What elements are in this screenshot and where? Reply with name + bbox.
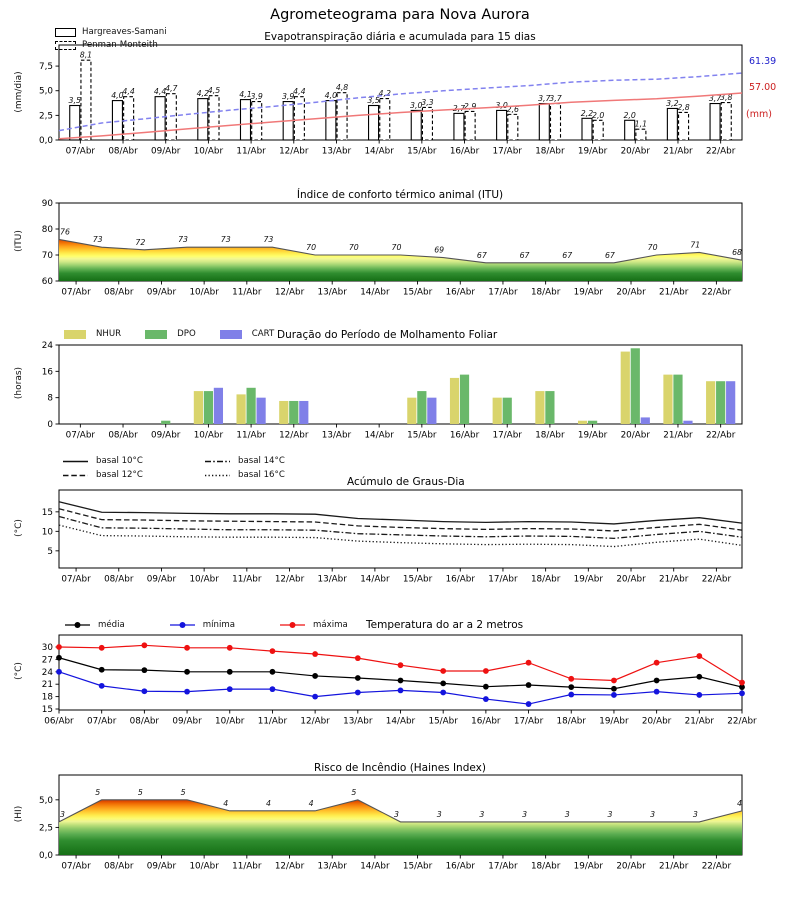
svg-text:15: 15 bbox=[41, 507, 53, 518]
svg-text:07/Abr: 07/Abr bbox=[65, 430, 96, 441]
svg-text:15/Abr: 15/Abr bbox=[402, 861, 433, 872]
svg-text:73: 73 bbox=[92, 235, 103, 245]
basal-14-label: basal 14°C bbox=[238, 456, 285, 466]
temperature-title: Temperatura do ar a 2 metros bbox=[366, 619, 524, 631]
svg-text:2,6: 2,6 bbox=[506, 104, 520, 114]
svg-text:15/Abr: 15/Abr bbox=[402, 574, 433, 585]
svg-text:11/Abr: 11/Abr bbox=[232, 574, 262, 585]
svg-text:21/Abr: 21/Abr bbox=[659, 574, 689, 585]
svg-text:4,4: 4,4 bbox=[293, 87, 306, 97]
svg-text:17/Abr: 17/Abr bbox=[488, 574, 518, 585]
svg-text:73: 73 bbox=[263, 235, 274, 245]
evapotranspiration-ylabel: (mm/dia) bbox=[14, 71, 24, 113]
svg-text:4: 4 bbox=[265, 798, 271, 808]
penman-label: Penman-Monteith bbox=[82, 40, 158, 50]
svg-text:24: 24 bbox=[41, 341, 53, 351]
svg-text:70: 70 bbox=[348, 243, 359, 252]
svg-text:2,8: 2,8 bbox=[677, 102, 690, 112]
svg-text:5,0: 5,0 bbox=[39, 795, 53, 806]
svg-text:22/Abr: 22/Abr bbox=[727, 716, 757, 727]
svg-text:22/Abr: 22/Abr bbox=[701, 287, 732, 298]
svg-text:3,7: 3,7 bbox=[549, 94, 562, 104]
minima-label: mínima bbox=[202, 620, 236, 630]
svg-text:13/Abr: 13/Abr bbox=[321, 146, 352, 157]
svg-text:18/Abr: 18/Abr bbox=[530, 574, 561, 585]
svg-text:3: 3 bbox=[522, 809, 528, 819]
svg-text:19/Abr: 19/Abr bbox=[573, 861, 604, 872]
svg-text:10: 10 bbox=[41, 527, 53, 538]
page-title: Agrometeograma para Nova Aurora bbox=[270, 7, 530, 23]
svg-text:3,0: 3,0 bbox=[410, 100, 423, 110]
svg-text:09/Abr: 09/Abr bbox=[151, 430, 181, 441]
svg-text:4,1: 4,1 bbox=[239, 90, 252, 100]
svg-text:5,0: 5,0 bbox=[39, 86, 53, 97]
svg-text:4,0: 4,0 bbox=[111, 91, 124, 101]
svg-text:07/Abr: 07/Abr bbox=[61, 574, 91, 585]
hargreaves-label: Hargreaves-Samani bbox=[82, 27, 167, 37]
svg-text:08/Abr: 08/Abr bbox=[104, 574, 134, 585]
svg-text:07/Abr: 07/Abr bbox=[61, 861, 91, 872]
svg-text:15/Abr: 15/Abr bbox=[428, 716, 458, 727]
svg-text:17/Abr: 17/Abr bbox=[513, 716, 544, 727]
svg-text:2,0: 2,0 bbox=[591, 110, 605, 120]
svg-text:11/Abr: 11/Abr bbox=[236, 146, 266, 157]
svg-text:13/Abr: 13/Abr bbox=[317, 287, 347, 298]
svg-text:21/Abr: 21/Abr bbox=[684, 716, 715, 727]
svg-text:18/Abr: 18/Abr bbox=[535, 430, 565, 441]
svg-text:70: 70 bbox=[391, 243, 402, 252]
svg-text:1,1: 1,1 bbox=[634, 119, 648, 129]
svg-text:3: 3 bbox=[394, 809, 399, 819]
hargreaves-cumulative-total: 57.00 bbox=[749, 82, 777, 93]
svg-text:13/Abr: 13/Abr bbox=[321, 430, 352, 441]
svg-text:06/Abr: 06/Abr bbox=[44, 716, 74, 727]
svg-text:67: 67 bbox=[519, 250, 530, 260]
fire-risk-area bbox=[59, 788, 742, 855]
svg-text:3,2: 3,2 bbox=[666, 98, 679, 108]
svg-text:16/Abr: 16/Abr bbox=[445, 574, 475, 585]
svg-text:11/Abr: 11/Abr bbox=[236, 430, 266, 441]
svg-text:5: 5 bbox=[180, 787, 186, 797]
svg-text:3,5: 3,5 bbox=[367, 96, 380, 106]
svg-text:20/Abr: 20/Abr bbox=[616, 287, 646, 298]
svg-text:4,7: 4,7 bbox=[165, 84, 178, 94]
svg-text:3: 3 bbox=[650, 809, 656, 819]
svg-text:4,2: 4,2 bbox=[196, 89, 210, 99]
svg-text:11/Abr: 11/Abr bbox=[232, 861, 262, 872]
svg-text:07/Abr: 07/Abr bbox=[86, 716, 117, 727]
svg-text:12/Abr: 12/Abr bbox=[274, 861, 305, 872]
svg-text:10/Abr: 10/Abr bbox=[215, 716, 245, 727]
svg-text:15: 15 bbox=[41, 705, 53, 716]
svg-text:17/Abr: 17/Abr bbox=[492, 430, 522, 441]
svg-text:21/Abr: 21/Abr bbox=[663, 430, 693, 441]
svg-text:20/Abr: 20/Abr bbox=[620, 430, 650, 441]
svg-text:21/Abr: 21/Abr bbox=[659, 287, 689, 298]
svg-text:4: 4 bbox=[223, 798, 229, 808]
cart-label: CART bbox=[251, 329, 275, 339]
svg-text:22/Abr: 22/Abr bbox=[705, 430, 736, 441]
svg-text:11/Abr: 11/Abr bbox=[232, 287, 262, 298]
svg-text:16: 16 bbox=[41, 367, 53, 378]
temperature-ylabel: (°C) bbox=[14, 662, 24, 680]
svg-text:09/Abr: 09/Abr bbox=[172, 716, 202, 727]
svg-text:18/Abr: 18/Abr bbox=[556, 716, 586, 727]
svg-text:17/Abr: 17/Abr bbox=[488, 287, 518, 298]
svg-text:20/Abr: 20/Abr bbox=[616, 574, 646, 585]
svg-text:2,5: 2,5 bbox=[39, 111, 53, 122]
evapotranspiration-title: Evapotranspiração diária e acumulada para 15 dias bbox=[264, 31, 536, 43]
svg-text:67: 67 bbox=[562, 250, 573, 260]
svg-text:8,1: 8,1 bbox=[79, 50, 93, 60]
itu-area bbox=[59, 227, 742, 281]
svg-text:0,0: 0,0 bbox=[39, 851, 53, 861]
svg-text:73: 73 bbox=[178, 235, 189, 245]
svg-text:73: 73 bbox=[220, 235, 231, 245]
svg-text:14/Abr: 14/Abr bbox=[360, 287, 390, 298]
svg-text:20/Abr: 20/Abr bbox=[620, 146, 650, 157]
svg-text:10/Abr: 10/Abr bbox=[189, 287, 219, 298]
svg-text:3,3: 3,3 bbox=[421, 97, 434, 107]
leaf-wetness-title: Duração do Período de Molhamento Foliar bbox=[277, 329, 498, 341]
svg-text:5: 5 bbox=[47, 546, 53, 557]
svg-text:18: 18 bbox=[41, 692, 53, 703]
svg-text:21/Abr: 21/Abr bbox=[663, 146, 693, 157]
svg-text:30: 30 bbox=[41, 642, 53, 653]
svg-text:15/Abr: 15/Abr bbox=[402, 287, 433, 298]
svg-text:08/Abr: 08/Abr bbox=[104, 287, 134, 298]
svg-text:80: 80 bbox=[41, 225, 53, 235]
svg-text:4,4: 4,4 bbox=[122, 87, 135, 97]
svg-text:27: 27 bbox=[41, 655, 53, 666]
svg-text:3,7: 3,7 bbox=[538, 94, 551, 104]
svg-text:07/Abr: 07/Abr bbox=[61, 287, 91, 298]
svg-text:19/Abr: 19/Abr bbox=[599, 716, 629, 727]
svg-text:0: 0 bbox=[47, 420, 53, 430]
svg-text:10/Abr: 10/Abr bbox=[193, 430, 224, 441]
svg-text:3,5: 3,5 bbox=[68, 96, 81, 106]
svg-text:4,2: 4,2 bbox=[378, 89, 391, 99]
svg-text:2,2: 2,2 bbox=[580, 108, 594, 118]
svg-text:4,8: 4,8 bbox=[335, 83, 349, 93]
svg-text:09/Abr: 09/Abr bbox=[151, 146, 181, 157]
svg-text:18/Abr: 18/Abr bbox=[530, 861, 561, 872]
svg-text:20/Abr: 20/Abr bbox=[616, 861, 646, 872]
svg-text:4,5: 4,5 bbox=[207, 86, 221, 96]
svg-text:10/Abr: 10/Abr bbox=[189, 574, 219, 585]
svg-text:8: 8 bbox=[47, 393, 53, 404]
svg-text:76: 76 bbox=[60, 227, 70, 237]
penman-cumulative-total: 61.39 bbox=[749, 56, 777, 67]
maxima-label: máxima bbox=[313, 620, 348, 630]
svg-text:12/Abr: 12/Abr bbox=[274, 287, 305, 298]
svg-text:71: 71 bbox=[690, 240, 701, 250]
svg-text:09/Abr: 09/Abr bbox=[146, 287, 177, 298]
svg-text:08/Abr: 08/Abr bbox=[129, 716, 160, 727]
svg-text:19/Abr: 19/Abr bbox=[573, 287, 604, 298]
svg-text:3,8: 3,8 bbox=[720, 93, 733, 103]
svg-text:3: 3 bbox=[692, 809, 698, 819]
svg-text:2,0: 2,0 bbox=[623, 110, 636, 120]
fire-risk-title: Risco de Incêndio (Haines Index) bbox=[314, 762, 486, 774]
svg-text:72: 72 bbox=[135, 237, 146, 247]
svg-text:13/Abr: 13/Abr bbox=[317, 574, 347, 585]
svg-text:60: 60 bbox=[41, 277, 53, 287]
svg-text:5: 5 bbox=[351, 787, 357, 797]
svg-text:24: 24 bbox=[41, 667, 53, 678]
svg-text:12/Abr: 12/Abr bbox=[274, 574, 305, 585]
svg-text:14/Abr: 14/Abr bbox=[385, 716, 416, 727]
leaf-wetness-ylabel: (horas) bbox=[14, 366, 24, 400]
svg-text:17/Abr: 17/Abr bbox=[488, 861, 518, 872]
svg-text:4: 4 bbox=[308, 798, 314, 808]
svg-text:2,7: 2,7 bbox=[452, 103, 466, 113]
svg-text:0,0: 0,0 bbox=[39, 136, 53, 146]
svg-text:14/Abr: 14/Abr bbox=[364, 430, 394, 441]
svg-text:19/Abr: 19/Abr bbox=[573, 574, 604, 585]
svg-text:3: 3 bbox=[479, 809, 485, 819]
svg-text:14/Abr: 14/Abr bbox=[360, 861, 390, 872]
fire-risk-ylabel: (HI) bbox=[14, 805, 24, 823]
svg-text:09/Abr: 09/Abr bbox=[146, 574, 177, 585]
svg-text:4,4: 4,4 bbox=[153, 87, 167, 97]
basal-16-label: basal 16°C bbox=[238, 470, 285, 480]
svg-text:7,5: 7,5 bbox=[39, 62, 53, 73]
svg-text:11/Abr: 11/Abr bbox=[257, 716, 288, 727]
svg-text:2,5: 2,5 bbox=[39, 823, 53, 834]
svg-text:08/Abr: 08/Abr bbox=[108, 430, 138, 441]
svg-text:16/Abr: 16/Abr bbox=[445, 287, 475, 298]
itu-title: Índice de conforto térmico animal (ITU) bbox=[296, 189, 504, 201]
svg-text:08/Abr: 08/Abr bbox=[108, 146, 138, 157]
svg-text:08/Abr: 08/Abr bbox=[104, 861, 134, 872]
basal-12-label: basal 12°C bbox=[96, 470, 143, 480]
svg-text:3,9: 3,9 bbox=[250, 92, 263, 102]
svg-text:22/Abr: 22/Abr bbox=[701, 861, 732, 872]
nhur-label: NHUR bbox=[96, 329, 122, 339]
svg-text:70: 70 bbox=[647, 243, 658, 252]
degree-days-ylabel: (°C) bbox=[14, 519, 24, 537]
dpo-label: DPO bbox=[177, 329, 196, 339]
svg-text:19/Abr: 19/Abr bbox=[577, 430, 608, 441]
svg-text:67: 67 bbox=[476, 250, 487, 260]
svg-text:4: 4 bbox=[737, 798, 742, 808]
svg-text:20/Abr: 20/Abr bbox=[641, 716, 672, 727]
svg-text:70: 70 bbox=[306, 243, 317, 252]
svg-text:3,0: 3,0 bbox=[495, 100, 508, 110]
svg-text:22/Abr: 22/Abr bbox=[701, 574, 732, 585]
svg-text:13/Abr: 13/Abr bbox=[317, 861, 347, 872]
svg-text:67: 67 bbox=[604, 250, 615, 260]
svg-text:07/Abr: 07/Abr bbox=[65, 146, 96, 157]
svg-text:16/Abr: 16/Abr bbox=[445, 861, 475, 872]
svg-text:10/Abr: 10/Abr bbox=[189, 861, 219, 872]
svg-text:16/Abr: 16/Abr bbox=[449, 430, 480, 441]
leaf-wetness-bars bbox=[161, 348, 735, 424]
media-label: média bbox=[98, 620, 125, 630]
degree-days-title: Acúmulo de Graus-Dia bbox=[347, 476, 465, 488]
svg-text:17/Abr: 17/Abr bbox=[492, 146, 522, 157]
degree-days-lines bbox=[59, 502, 742, 547]
svg-text:19/Abr: 19/Abr bbox=[577, 146, 608, 157]
axes-frame bbox=[42, 490, 742, 585]
svg-text:16/Abr: 16/Abr bbox=[449, 146, 480, 157]
svg-text:18/Abr: 18/Abr bbox=[530, 287, 561, 298]
svg-text:12/Abr: 12/Abr bbox=[279, 430, 309, 441]
svg-text:5: 5 bbox=[95, 787, 101, 797]
svg-text:10/Abr: 10/Abr bbox=[193, 146, 224, 157]
svg-text:68: 68 bbox=[732, 248, 742, 258]
svg-text:22/Abr: 22/Abr bbox=[705, 146, 736, 157]
svg-text:70: 70 bbox=[41, 251, 53, 261]
svg-text:14/Abr: 14/Abr bbox=[360, 574, 390, 585]
svg-text:3,7: 3,7 bbox=[708, 94, 722, 104]
svg-text:3: 3 bbox=[564, 809, 570, 819]
svg-text:15/Abr: 15/Abr bbox=[407, 430, 437, 441]
svg-text:16/Abr: 16/Abr bbox=[471, 716, 501, 727]
svg-text:18/Abr: 18/Abr bbox=[535, 146, 565, 157]
svg-text:5: 5 bbox=[137, 787, 143, 797]
svg-text:12/Abr: 12/Abr bbox=[279, 146, 309, 157]
svg-text:14/Abr: 14/Abr bbox=[364, 146, 394, 157]
svg-text:15/Abr: 15/Abr bbox=[407, 146, 437, 157]
svg-text:69: 69 bbox=[434, 245, 445, 255]
cumulative-unit-label: (mm) bbox=[746, 109, 772, 120]
svg-text:3: 3 bbox=[436, 809, 442, 819]
svg-text:4,0: 4,0 bbox=[324, 91, 338, 101]
svg-text:3: 3 bbox=[60, 809, 65, 819]
svg-text:13/Abr: 13/Abr bbox=[343, 716, 373, 727]
svg-text:21: 21 bbox=[41, 680, 53, 691]
svg-text:3: 3 bbox=[607, 809, 613, 819]
svg-text:09/Abr: 09/Abr bbox=[146, 861, 177, 872]
svg-text:90: 90 bbox=[41, 199, 53, 209]
temperature-lines bbox=[56, 642, 745, 707]
evapotranspiration-bars bbox=[69, 51, 733, 140]
itu-ylabel: (ITU) bbox=[14, 230, 24, 252]
svg-text:12/Abr: 12/Abr bbox=[300, 716, 330, 727]
svg-text:21/Abr: 21/Abr bbox=[659, 861, 689, 872]
basal-10-label: basal 10°C bbox=[96, 456, 143, 466]
svg-text:3,9: 3,9 bbox=[281, 92, 295, 102]
svg-text:2,9: 2,9 bbox=[463, 101, 477, 111]
